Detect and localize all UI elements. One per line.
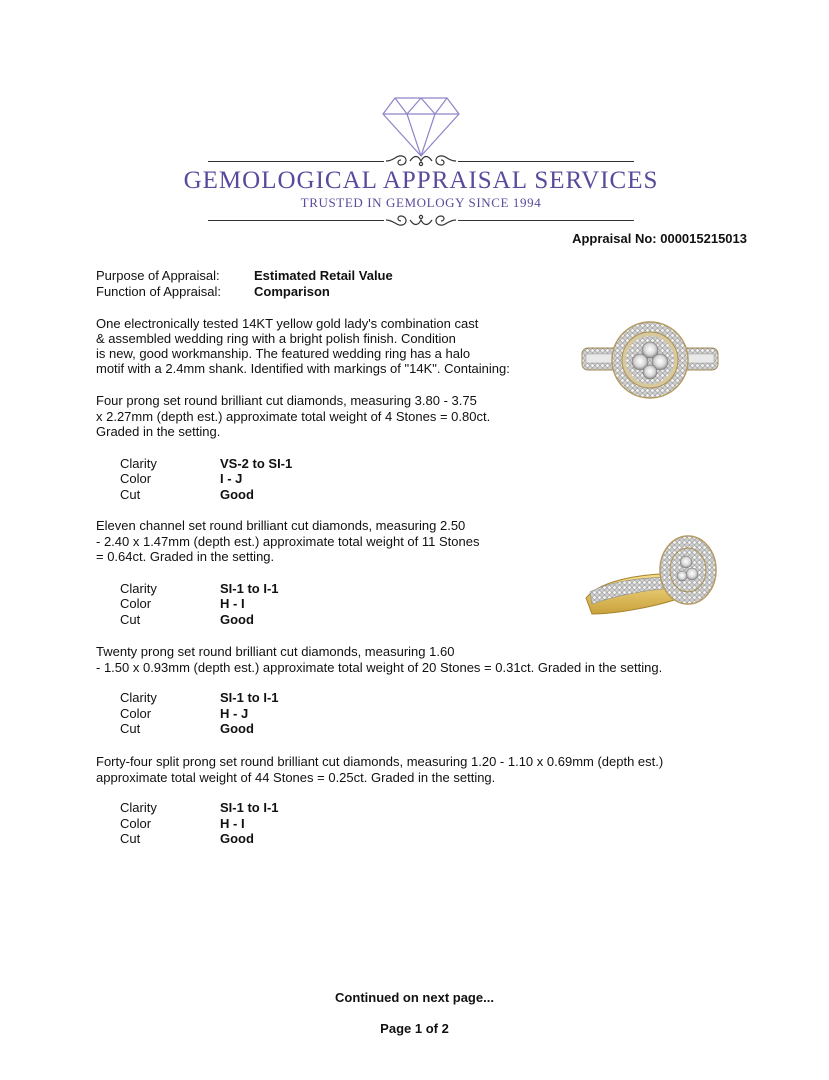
cut-value: Good [220,721,254,736]
header-top-rule-right [458,161,634,162]
stone-description-line: approximate total weight of 44 Stones = 0.25ct. Graded in the setting. [96,770,496,785]
stone-description-line: Forty-four split prong set round brilliant cut diamonds, measuring 1.20 - 1.10 x 0.69mm (depth est.) [96,754,664,769]
color-value: H - I [220,596,245,611]
clarity-value: SI-1 to I-1 [220,800,279,815]
header-top-rule [208,161,384,162]
ring-top-view-image [580,318,720,404]
header-bottom-rule [208,220,384,221]
description-line: One electronically tested 14KT yellow gold lady's combination cast [96,316,479,331]
stone-description-line: Eleven channel set round brilliant cut diamonds, measuring 2.50 [96,518,466,533]
stone-description-line: - 1.50 x 0.93mm (depth est.) approximate total weight of 20 Stones = 0.31ct. Graded in the setting. [96,660,663,675]
ornament-bottom-icon [384,211,458,229]
appraisal-number-value: 000015215013 [660,231,747,246]
cut-value: Good [220,612,254,627]
clarity-value: SI-1 to I-1 [220,581,279,596]
color-label: Color [120,471,152,486]
stone-description-line: Twenty prong set round brilliant cut diamonds, measuring 1.60 [96,644,455,659]
cut-label: Cut [120,487,141,502]
function-label: Function of Appraisal: [96,284,222,299]
description-line: motif with a 2.4mm shank. Identified with markings of "14K". Containing: [96,361,510,376]
description-line: is new, good workmanship. The featured wedding ring has a halo [96,346,471,361]
clarity-label: Clarity [120,690,157,705]
stone-description-line: Four prong set round brilliant cut diamonds, measuring 3.80 - 3.75 [96,393,477,408]
cut-value: Good [220,831,254,846]
header-bottom-rule-right [458,220,634,221]
appraisal-number [572,231,747,246]
color-value: H - J [220,706,249,721]
purpose-label: Purpose of Appraisal: [96,268,220,283]
clarity-label: Clarity [120,800,157,815]
clarity-label: Clarity [120,581,157,596]
continued-note: Continued on next page... [335,990,494,1005]
page-number: Page 1 of 2 [380,1021,449,1036]
function-value: Comparison [254,284,330,299]
company-name: GEMOLOGICAL APPRAISAL SERVICES [183,167,659,194]
appraisal-number-label: Appraisal No: [572,231,657,246]
cut-label: Cut [120,612,141,627]
diamond-logo-icon [381,96,461,158]
cut-value: Good [220,487,254,502]
company-tagline: TRUSTED IN GEMOLOGY SINCE 1994 [300,195,542,210]
color-value: H - I [220,816,245,831]
stone-description-line: x 2.27mm (depth est.) approximate total weight of 4 Stones = 0.80ct. [96,409,491,424]
stone-description-line: - 2.40 x 1.47mm (depth est.) approximate total weight of 11 Stones [96,534,480,549]
color-label: Color [120,596,152,611]
stone-description-line: = 0.64ct. Graded in the setting. [96,549,275,564]
clarity-value: SI-1 to I-1 [220,690,279,705]
ring-side-view-image [582,530,724,630]
cut-label: Cut [120,831,141,846]
stone-description-line: Graded in the setting. [96,424,221,439]
cut-label: Cut [120,721,141,736]
description-line: & assembled wedding ring with a bright polish finish. Condition [96,331,456,346]
color-value: I - J [220,471,243,486]
purpose-value: Estimated Retail Value [254,268,393,283]
clarity-value: VS-2 to SI-1 [220,456,293,471]
color-label: Color [120,816,152,831]
color-label: Color [120,706,152,721]
clarity-label: Clarity [120,456,157,471]
